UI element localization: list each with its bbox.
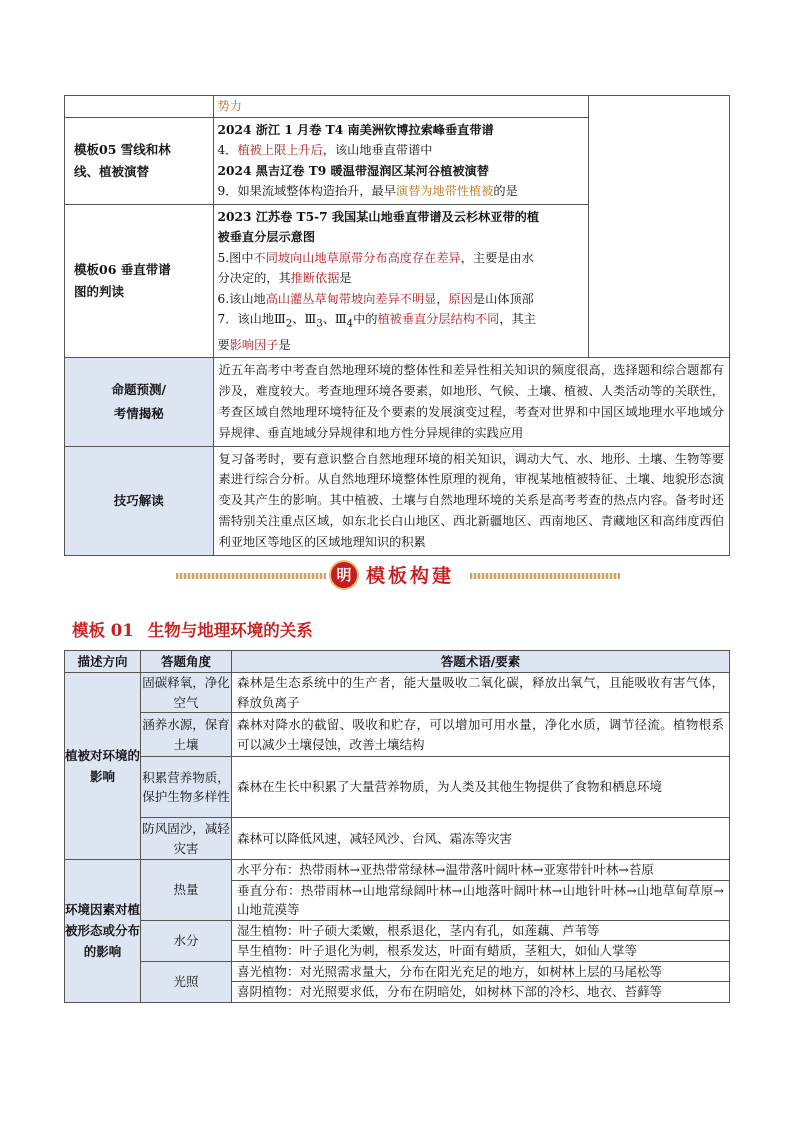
table-row (65, 358, 730, 446)
content-cell (213, 204, 588, 358)
content-cell (213, 96, 588, 118)
question-line: 6.该山地高山灌丛草甸带坡向差异不明显，原因是山体顶部 (217, 291, 534, 306)
question-title: 2023 江苏卷 T5-7 我国某山地垂直带谱及云杉林亚带的植 (217, 209, 540, 224)
angle-cell: 涵养水源，保育土壤 (141, 713, 232, 757)
category-cell (65, 96, 214, 118)
category-label: 模板06 垂直带谱 (74, 261, 171, 277)
angle-cell: 热量 (141, 860, 232, 921)
highlight-text: 推断依据 (290, 271, 340, 285)
template-overview-table (64, 95, 730, 556)
column-header: 描述方向 (65, 651, 141, 673)
angle-cell: 光照 (141, 961, 232, 1002)
text-line: 势力 (217, 99, 242, 113)
section-title: 生物与地理环境的关系 (147, 621, 313, 640)
term-cell: 湿生植物：叶子硕大柔嫩，根系退化，茎内有孔，如莲藕、芦苇等 (232, 920, 730, 941)
term-cell: 森林可以降低风速，减轻风沙、台风、霜冻等灾害 (232, 818, 730, 860)
highlight-text: 植被上限上升后 (237, 143, 323, 157)
question-title: 被垂直分层示意图 (217, 230, 316, 244)
table-row (65, 673, 730, 713)
question-line: 9．如果流域整体构造抬升，最早演替为地带性植被的是 (217, 184, 518, 198)
table-row (65, 961, 730, 982)
term-cell: 喜光植物：对光照需求量大，分布在阳光充足的地方，如树林上层的马尾松等 (232, 961, 730, 982)
section-banner (176, 559, 620, 593)
category-label: 模板05 雪线和林 (74, 141, 171, 157)
biology-environment-table (64, 650, 730, 1003)
table-row (65, 96, 730, 118)
term-cell: 水平分布：热带雨林→亚热带常绿林→温带落叶阔叶林→亚寒带针叶林→苔原 (232, 860, 730, 881)
banner-title: 模板构建 (366, 565, 455, 587)
table-row (65, 860, 730, 881)
question-line: 分决定的，其推断依据是 (217, 271, 352, 285)
column-header: 答题术语/要素 (232, 651, 730, 673)
angle-cell: 固碳释氧，净化空气 (141, 673, 232, 713)
angle-cell: 水分 (141, 920, 232, 961)
direction-cell: 植被对环境的影响 (65, 673, 141, 860)
question-line: 5.图中不同坡向山地草原带分布高度存在差异，主要是由水 (217, 250, 534, 265)
question-line: 4．植被上限上升后，该山地垂直带谱中 (217, 143, 433, 157)
table-row (65, 818, 730, 860)
section-number: 模板 01 (72, 621, 134, 640)
angle-cell: 积累营养物质，保护生物多样性 (141, 757, 232, 818)
highlight-text: 高山灌丛草甸带坡向差异不明显 (265, 291, 437, 306)
term-cell: 垂直分布：热带雨林→山地常绿阔叶林→山地落叶阔叶林→山地针叶林→山地草甸草原→山地荒漠等 (232, 880, 730, 920)
decorative-divider (176, 573, 326, 579)
forecast-label: 考情揭秘 (113, 406, 164, 422)
question-title: 2024 黑吉辽卷 T9 暖温带湿润区某河谷植被演替 (217, 163, 489, 178)
direction-cell: 环境因素对植被形态或分布的影响 (65, 860, 141, 1003)
skill-label: 技巧解读 (65, 446, 214, 555)
column-header: 答题角度 (141, 651, 232, 673)
category-cell (65, 204, 214, 358)
content-cell (213, 117, 588, 204)
term-cell: 喜阴植物：对光照要求低，分布在阴暗处，如树林下部的冷杉、地衣、苔藓等 (232, 982, 730, 1003)
table-row (65, 757, 730, 818)
highlight-text: 不同坡向山地草原带分布高度存在差异 (253, 250, 461, 265)
table-header-row (65, 651, 730, 673)
forecast-text: 近五年高考中考查自然地理环境的整体性和差异性相关知识的频度很高，选择题和综合题都有涉及，难度较大。考查地理环境各要素，如地形、气候、土壤、植被、人类活动等的关联性，考查区域自然地理环境特征及个要素的发展演变过程，考查对世界和中国区域地理水平地域分异规律、垂直地域分异规律和地方性分异规律的实践应用 (213, 358, 729, 446)
highlight-text: 植被垂直分层结构不同 (377, 312, 500, 326)
decorative-divider (470, 573, 620, 579)
angle-cell: 防风固沙，减轻灾害 (141, 818, 232, 860)
table-row (65, 446, 730, 555)
term-cell: 森林是生态系统中的生产者，能大量吸收二氧化碳，释放出氧气，且能吸收有害气体，释放负离子 (232, 673, 730, 713)
forecast-label-cell (65, 358, 214, 446)
table-row (65, 920, 730, 941)
term-cell: 森林对降水的截留、吸收和贮存，可以增加可用水量，净化水质，调节径流。植物根系可以减少土壤侵蚀，改善土壤结构 (232, 713, 730, 757)
category-cell (65, 117, 214, 204)
highlight-text: 演替为地带性植被 (395, 184, 494, 198)
empty-cell (588, 96, 729, 358)
question-line: 要影响因子是 (217, 337, 291, 352)
skill-text: 复习备考时，要有意识整合自然地理环境的相关知识，调动大气、水、地形、土壤、生物等要素进行综合分析。从自然地理环境整体性原理的视角，审视某地植被特征、土壤、地貌形态演变及其产生的影响。其中植被、土壤与自然地理环境的关系是高考考查的热点内容。备考时还需特别关注重点区域，如东北长白山地区、西北新疆地区、西南地区、青藏地区和高纬度西伯利亚地区等地区的区域地理知识的积累 (213, 446, 729, 555)
question-line: 7．该山地$Ⅲ_2$、$Ⅲ_3$、$Ⅲ_4$中的植被垂直分层结构不同，其主 (217, 312, 536, 330)
category-label: 图的判读 (74, 283, 125, 299)
forecast-label: 命题预测/ (111, 382, 167, 398)
section-heading (72, 620, 313, 642)
table-row (65, 713, 730, 757)
term-cell: 旱生植物：叶子退化为刺，根系发达，叶面有蜡质，茎粗大，如仙人掌等 (232, 941, 730, 962)
highlight-text: 原因 (448, 291, 473, 306)
term-cell: 森林在生长中积累了大量营养物质，为人类及其他生物提供了食物和栖息环境 (232, 757, 730, 818)
category-label: 线、植被演替 (74, 163, 150, 179)
highlight-text: 影响因子 (229, 337, 279, 352)
question-title: 2024 浙江 1 月卷 T4 南美洲钦博拉索峰垂直带谱 (217, 122, 494, 137)
seal-icon: 明 (329, 560, 359, 590)
